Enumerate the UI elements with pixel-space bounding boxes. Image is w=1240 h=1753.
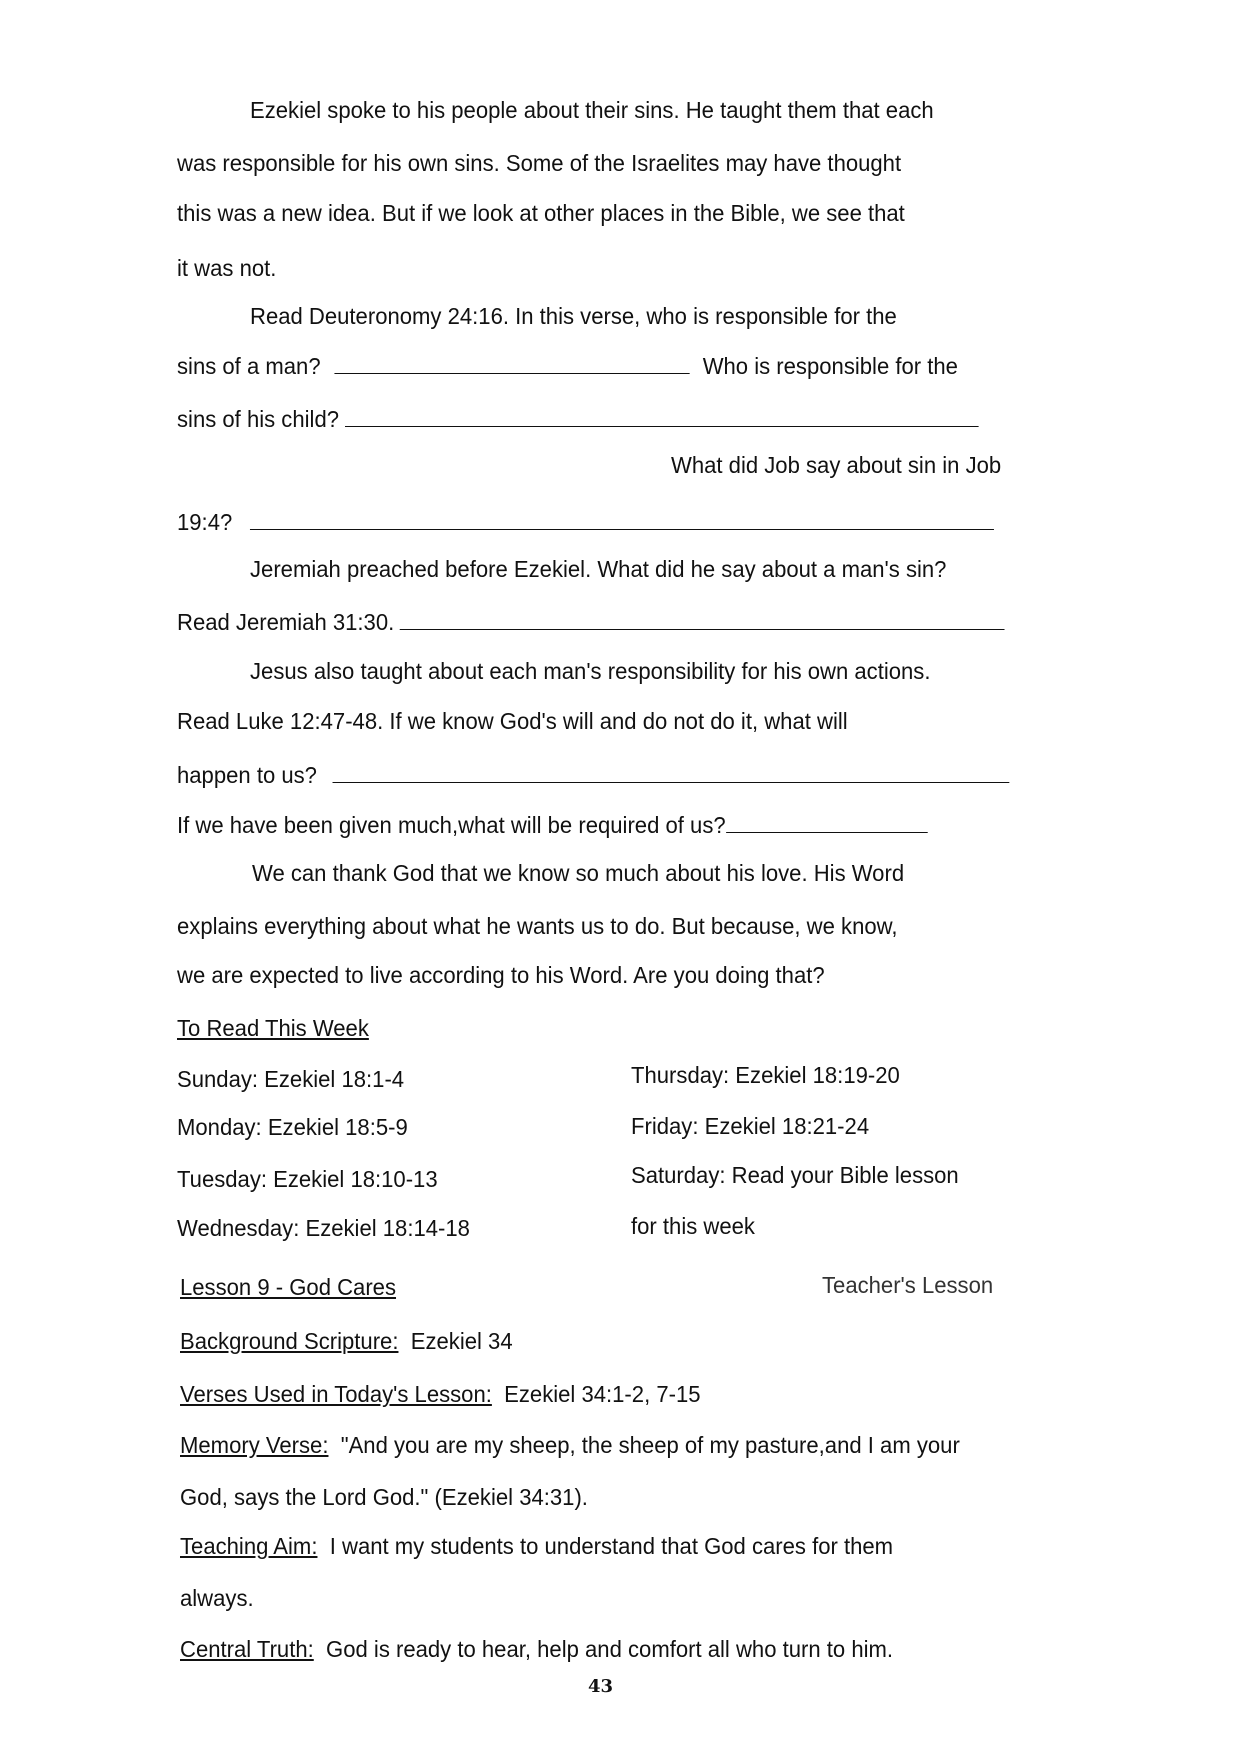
field-value: "And you are my sheep, the sheep of my pasture,and I am your <box>340 1432 960 1458</box>
lesson-tag: Teacher's Lesson <box>822 1272 994 1298</box>
question-text: sins of a man? <box>177 353 321 379</box>
text-line <box>177 352 958 380</box>
question-text: sins of his child? <box>177 406 339 432</box>
text-line: Ezekiel spoke to his people about their sins. He taught them that each <box>250 97 934 123</box>
text-line <box>177 811 927 839</box>
reading-item: Thursday: Ezekiel 18:19-20 <box>631 1062 900 1088</box>
text-line <box>177 761 1009 789</box>
field-label: Background Scripture: <box>180 1328 399 1354</box>
question-text: happen to us? <box>177 762 317 788</box>
memory-verse-cont: God, says the Lord God." (Ezekiel 34:31). <box>180 1484 588 1510</box>
text-line: explains everything about what he wants us to do. But because, we know, <box>177 913 898 939</box>
text-line <box>177 508 994 536</box>
reading-item: Saturday: Read your Bible lesson <box>631 1162 959 1188</box>
text-line: What did Job say about sin in Job <box>671 452 1002 478</box>
text-line <box>177 405 978 433</box>
verses-used <box>180 1380 701 1408</box>
answer-blank[interactable] <box>334 355 689 374</box>
text-line: we are expected to live according to his Word. Are you doing that? <box>177 962 825 988</box>
question-text: 19:4? <box>177 509 233 535</box>
answer-blank[interactable] <box>332 764 1009 783</box>
answer-blank[interactable] <box>726 814 928 833</box>
central-truth <box>180 1635 893 1663</box>
field-label: Memory Verse: <box>180 1432 329 1458</box>
field-value: Ezekiel 34:1-2, 7-15 <box>504 1381 701 1407</box>
field-value: I want my students to understand that God cares for them <box>329 1533 894 1559</box>
question-text: If we have been given much,what will be required of us? <box>177 812 726 838</box>
field-label: Central Truth: <box>180 1636 314 1662</box>
field-label: Teaching Aim: <box>180 1533 318 1559</box>
teaching-aim <box>180 1532 893 1560</box>
text-line: it was not. <box>177 255 277 281</box>
reading-heading: To Read This Week <box>177 1015 369 1041</box>
reading-item: Monday: Ezekiel 18:5-9 <box>177 1114 408 1140</box>
text-line: this was a new idea. But if we look at other places in the Bible, we see that <box>177 200 905 226</box>
answer-blank[interactable] <box>400 611 1005 630</box>
text-line: Read Deuteronomy 24:16. In this verse, who is responsible for the <box>250 303 897 329</box>
text-line: Jeremiah preached before Ezekiel. What did he say about a man's sin? <box>250 556 947 582</box>
reading-item: Sunday: Ezekiel 18:1-4 <box>177 1066 405 1092</box>
answer-blank[interactable] <box>345 408 979 427</box>
page-number: 43 <box>588 1676 614 1697</box>
reading-item: Tuesday: Ezekiel 18:10-13 <box>177 1166 438 1192</box>
text-line: We can thank God that we know so much about his love. His Word <box>252 860 905 886</box>
background-scripture <box>180 1327 513 1355</box>
field-label: Verses Used in Today's Lesson: <box>180 1381 492 1407</box>
text-line: Jesus also taught about each man's responsibility for his own actions. <box>250 658 931 684</box>
reading-item: Friday: Ezekiel 18:21-24 <box>631 1113 870 1139</box>
text-line <box>177 608 1005 636</box>
question-text: Read Jeremiah 31:30. <box>177 609 395 635</box>
question-text: Who is responsible for the <box>702 353 958 379</box>
field-value: God is ready to hear, help and comfort all who turn to him. <box>326 1636 894 1662</box>
text-line: was responsible for his own sins. Some of the Israelites may have thought <box>177 150 902 176</box>
text-line: Read Luke 12:47-48. If we know God's will and do not do it, what will <box>177 708 848 734</box>
teaching-aim-cont: always. <box>180 1585 254 1611</box>
field-value: Ezekiel 34 <box>410 1328 513 1354</box>
lesson-title: Lesson 9 - God Cares <box>180 1274 397 1300</box>
reading-item: for this week <box>631 1213 755 1239</box>
reading-item: Wednesday: Ezekiel 18:14-18 <box>177 1215 470 1241</box>
memory-verse <box>180 1431 960 1459</box>
answer-blank[interactable] <box>250 511 994 530</box>
